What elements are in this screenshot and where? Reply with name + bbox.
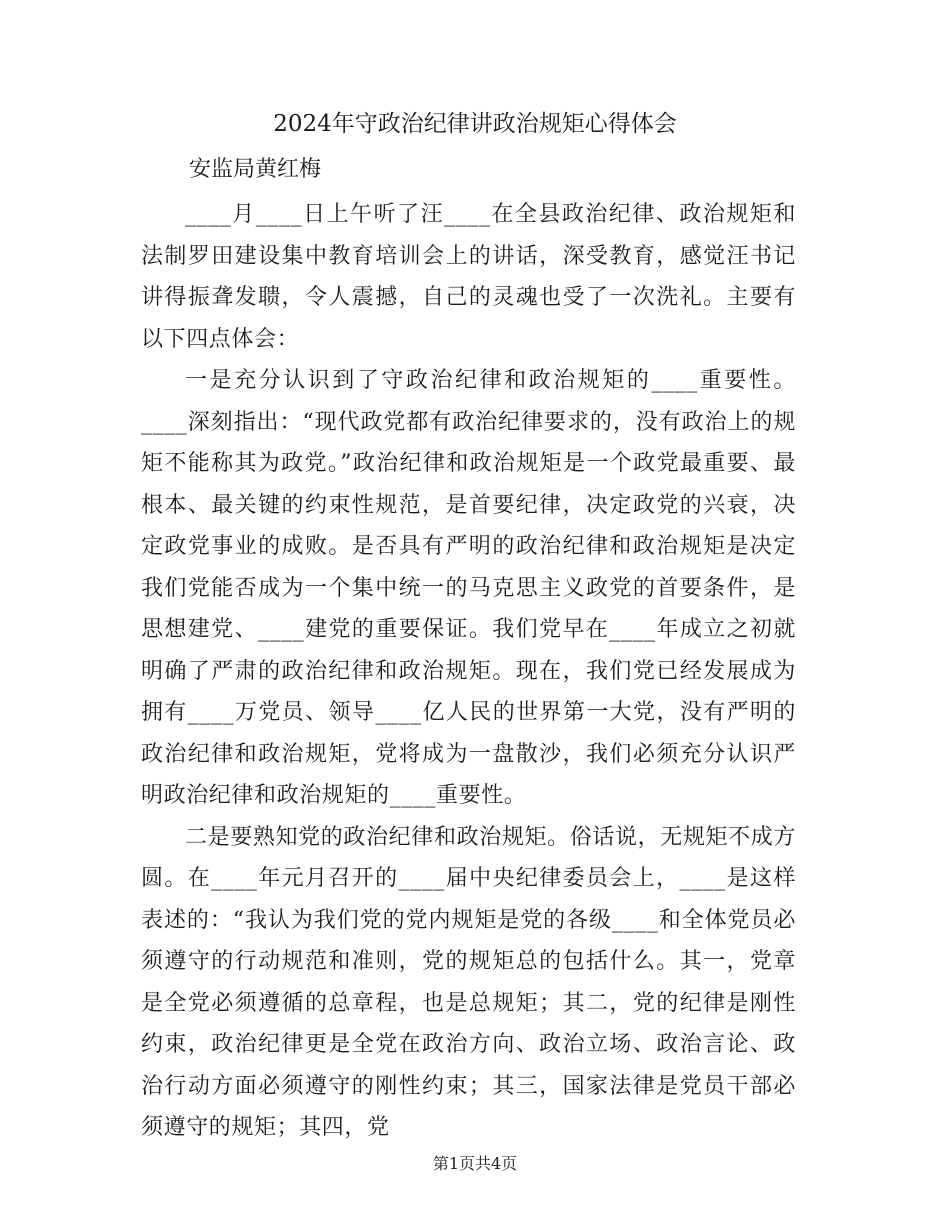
paragraph-3: 二是要熟知党的政治纪律和政治规矩。俗话说，无规矩不成方圆。在____年元月召开的____届中央纪律委员会上，____是这样表述的：“我认为我们党的党内规矩是党的各级____和全体党员必须遵守的行动规范和准则，党的规矩总的包括什么。其一，党章是全党必须遵循的总章程，也是总规矩；其二，党的纪律是刚性约束，政治纪律更是全党在政治方向、政治立场、政治言论、政治行动方面必须遵守的刚性约束；其三，国家法律是党员干部必须遵守的规矩；其四，党 — [141, 824, 796, 1140]
document-author: 安监局黄红梅 — [189, 157, 322, 182]
page-number-footer: 第1页共4页 — [432, 1154, 518, 1173]
document-body — [141, 194, 796, 1149]
paragraph-1: ____月____日上午听了汪____在全县政治纪律、政治规矩和法制罗田建设集中教育培训会上的讲话，深受教育，感觉汪书记讲得振聋发聩，令人震撼，自己的灵魂也受了一次洗礼。主要有以下四点体会： — [141, 202, 796, 352]
paragraph-2: 一是充分认识到了守政治纪律和政治规矩的____重要性。____深刻指出：“现代政党都有政治纪律要求的，没有政治上的规矩不能称其为政党。”政治纪律和政治规矩是一个政党最重要、最根本、最关键的约束性规范，是首要纪律，决定政党的兴衰，决定政党事业的成败。是否具有严明的政治纪律和政治规矩是决定我们党能否成为一个集中统一的马克思主义政党的首要条件，是思想建党、____建党的重要保证。我们党早在____年成立之初就明确了严肃的政治纪律和政治规矩。现在，我们党已经发展成为拥有____万党员、领导____亿人民的世界第一大党，没有严明的政治纪律和政治规矩，党将成为一盘散沙，我们必须充分认识严明政治纪律和政治规矩的____重要性。 — [141, 368, 796, 808]
document-title: 2024年守政治纪律讲政治规矩心得体会 — [273, 111, 677, 137]
